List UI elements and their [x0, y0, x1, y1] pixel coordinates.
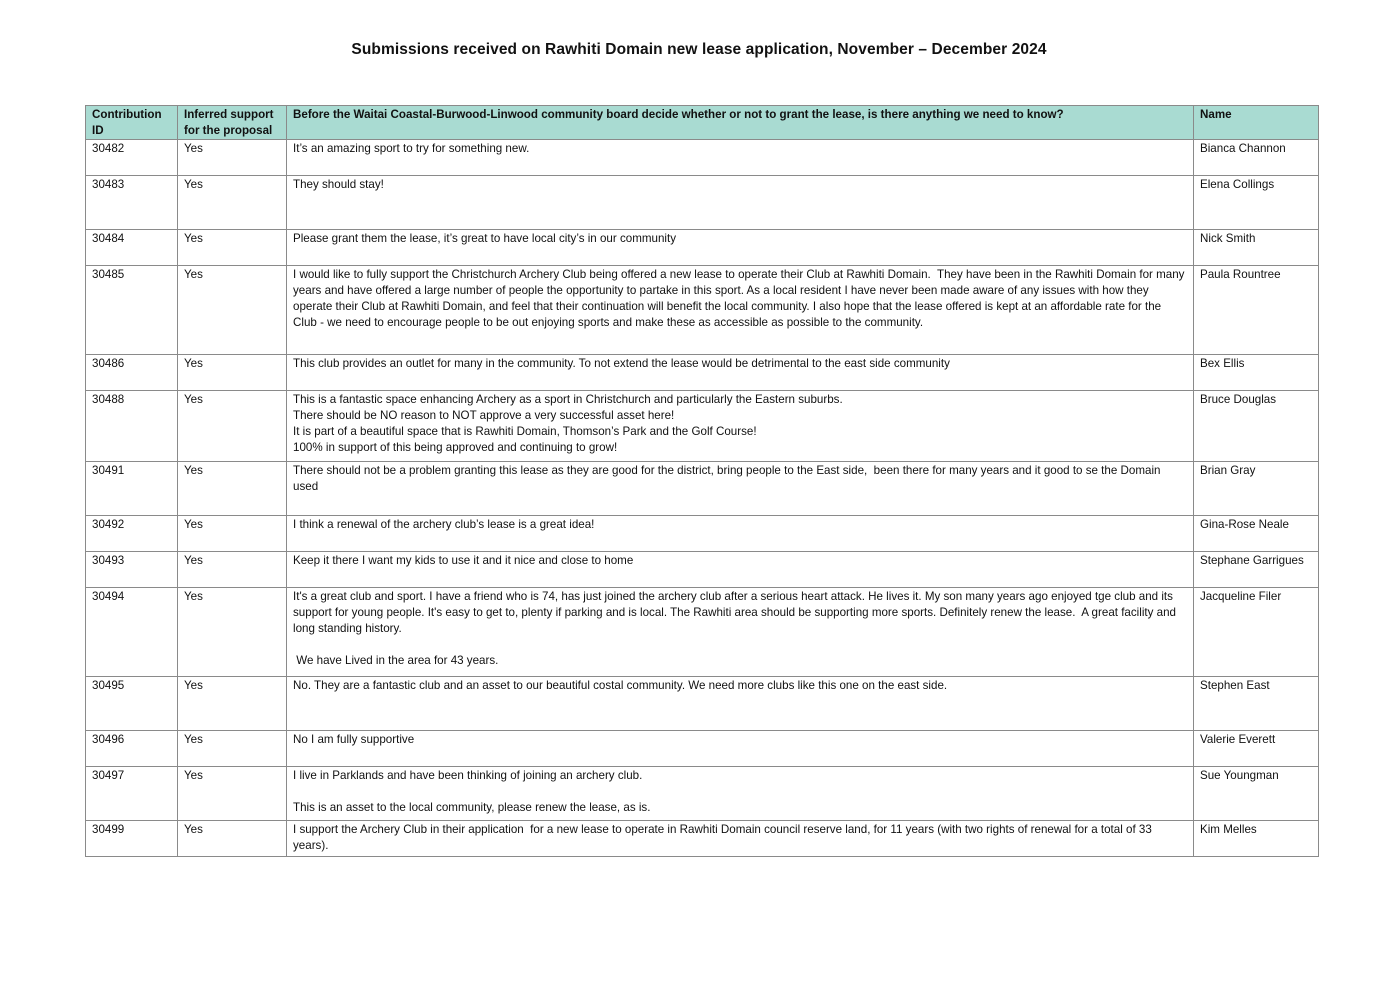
submission-text-cell: I would like to fully support the Christchurch Archery Club being offered a new lease to operate their Club at Rawhiti Domain. They have been in the Rawhiti Domain for many years and have offered a large number of people the opportunity to partake in this sport. As a local resident I have never been made aware of any issues with how they operate their Club at Rawhiti Domain, and feel that their continuation will benefit the local community. I also hope that the lease offered is kept at an affordable rate for the Club - we need to encourage people to be out enjoying sports and make these as accessible as possible to the community.: [287, 266, 1194, 355]
table-row: [86, 767, 1319, 821]
table-row: [86, 355, 1319, 391]
submission-text-cell: I support the Archery Club in their application for a new lease to operate in Rawhiti Domain council reserve land, for 11 years (with two rights of renewal for a total of 33 years).: [287, 821, 1194, 857]
table-body: [86, 140, 1319, 857]
name-cell: Brian Gray: [1194, 462, 1319, 516]
contribution-id-cell: 30483: [86, 176, 178, 230]
header-inferred-support: Inferred support for the proposal: [178, 106, 287, 140]
submission-text-cell: There should not be a problem granting this lease as they are good for the district, bring people to the East side, been there for many years and it good to se the Domain used: [287, 462, 1194, 516]
contribution-id-cell: 30484: [86, 230, 178, 266]
submission-text-cell: No I am fully supportive: [287, 731, 1194, 767]
support-cell: Yes: [178, 677, 287, 731]
submission-text-cell: Keep it there I want my kids to use it and it nice and close to home: [287, 552, 1194, 588]
table-row: [86, 588, 1319, 677]
name-cell: Gina-Rose Neale: [1194, 516, 1319, 552]
support-cell: Yes: [178, 767, 287, 821]
contribution-id-cell: 30493: [86, 552, 178, 588]
name-cell: Bianca Channon: [1194, 140, 1319, 176]
table-row: [86, 516, 1319, 552]
support-cell: Yes: [178, 266, 287, 355]
submission-text-cell: Please grant them the lease, it’s great to have local city’s in our community: [287, 230, 1194, 266]
name-cell: Valerie Everett: [1194, 731, 1319, 767]
name-cell: Nick Smith: [1194, 230, 1319, 266]
support-cell: Yes: [178, 588, 287, 677]
submissions-table: [85, 105, 1319, 857]
table-row: [86, 266, 1319, 355]
support-cell: Yes: [178, 176, 287, 230]
name-cell: Paula Rountree: [1194, 266, 1319, 355]
document-title: Submissions received on Rawhiti Domain new lease application, November – December 2024: [351, 41, 1047, 58]
table-row: [86, 391, 1319, 462]
table-header-row: [86, 106, 1319, 140]
contribution-id-cell: 30497: [86, 767, 178, 821]
table-row: [86, 552, 1319, 588]
name-cell: Kim Melles: [1194, 821, 1319, 857]
contribution-id-cell: 30495: [86, 677, 178, 731]
support-cell: Yes: [178, 140, 287, 176]
support-cell: Yes: [178, 821, 287, 857]
support-cell: Yes: [178, 731, 287, 767]
name-cell: Elena Collings: [1194, 176, 1319, 230]
support-cell: Yes: [178, 230, 287, 266]
header-name: Name: [1194, 106, 1319, 140]
name-cell: Bex Ellis: [1194, 355, 1319, 391]
contribution-id-cell: 30485: [86, 266, 178, 355]
submission-text-cell: They should stay!: [287, 176, 1194, 230]
name-cell: Sue Youngman: [1194, 767, 1319, 821]
submission-text-cell: No. They are a fantastic club and an asset to our beautiful costal community. We need more clubs like this one on the east side.: [287, 677, 1194, 731]
table-row: [86, 176, 1319, 230]
table-row: [86, 140, 1319, 176]
contribution-id-cell: 30488: [86, 391, 178, 462]
header-question: Before the Waitai Coastal-Burwood-Linwood community board decide whether or not to grant the lease, is there anything we need to know?: [287, 106, 1194, 140]
support-cell: Yes: [178, 355, 287, 391]
contribution-id-cell: 30482: [86, 140, 178, 176]
submission-text-cell: I live in Parklands and have been thinking of joining an archery club. This is an asset to the local community, please renew the lease, as is.: [287, 767, 1194, 821]
header-contribution-id: Contribution ID: [86, 106, 178, 140]
submission-text-cell: This club provides an outlet for many in the community. To not extend the lease would be detrimental to the east side community: [287, 355, 1194, 391]
table-row: [86, 821, 1319, 857]
contribution-id-cell: 30496: [86, 731, 178, 767]
support-cell: Yes: [178, 462, 287, 516]
contribution-id-cell: 30486: [86, 355, 178, 391]
table-row: [86, 731, 1319, 767]
name-cell: Stephane Garrigues: [1194, 552, 1319, 588]
contribution-id-cell: 30491: [86, 462, 178, 516]
contribution-id-cell: 30499: [86, 821, 178, 857]
contribution-id-cell: 30494: [86, 588, 178, 677]
table-row: [86, 677, 1319, 731]
name-cell: Jacqueline Filer: [1194, 588, 1319, 677]
support-cell: Yes: [178, 391, 287, 462]
table-row: [86, 462, 1319, 516]
submission-text-cell: It's a great club and sport. I have a friend who is 74, has just joined the archery club after a serious heart attack. He lives it. My son many years ago enjoyed tge club and its support for young people. It's easy to get to, plenty if parking and is local. The Rawhiti area should be supporting more sports. Definitely renew the lease. A great facility and long standing history. We have Lived in the area for 43 years.: [287, 588, 1194, 677]
submission-text-cell: This is a fantastic space enhancing Archery as a sport in Christchurch and particularly the Eastern suburbs. There should be NO reason to NOT approve a very successful asset here! It is part of a beautiful space that is Rawhiti Domain, Thomson’s Park and the Golf Course! 100% in support of this being approved and continuing to grow!: [287, 391, 1194, 462]
submission-text-cell: It’s an amazing sport to try for something new.: [287, 140, 1194, 176]
table-row: [86, 230, 1319, 266]
support-cell: Yes: [178, 516, 287, 552]
support-cell: Yes: [178, 552, 287, 588]
name-cell: Bruce Douglas: [1194, 391, 1319, 462]
submission-text-cell: I think a renewal of the archery club’s lease is a great idea!: [287, 516, 1194, 552]
contribution-id-cell: 30492: [86, 516, 178, 552]
name-cell: Stephen East: [1194, 677, 1319, 731]
